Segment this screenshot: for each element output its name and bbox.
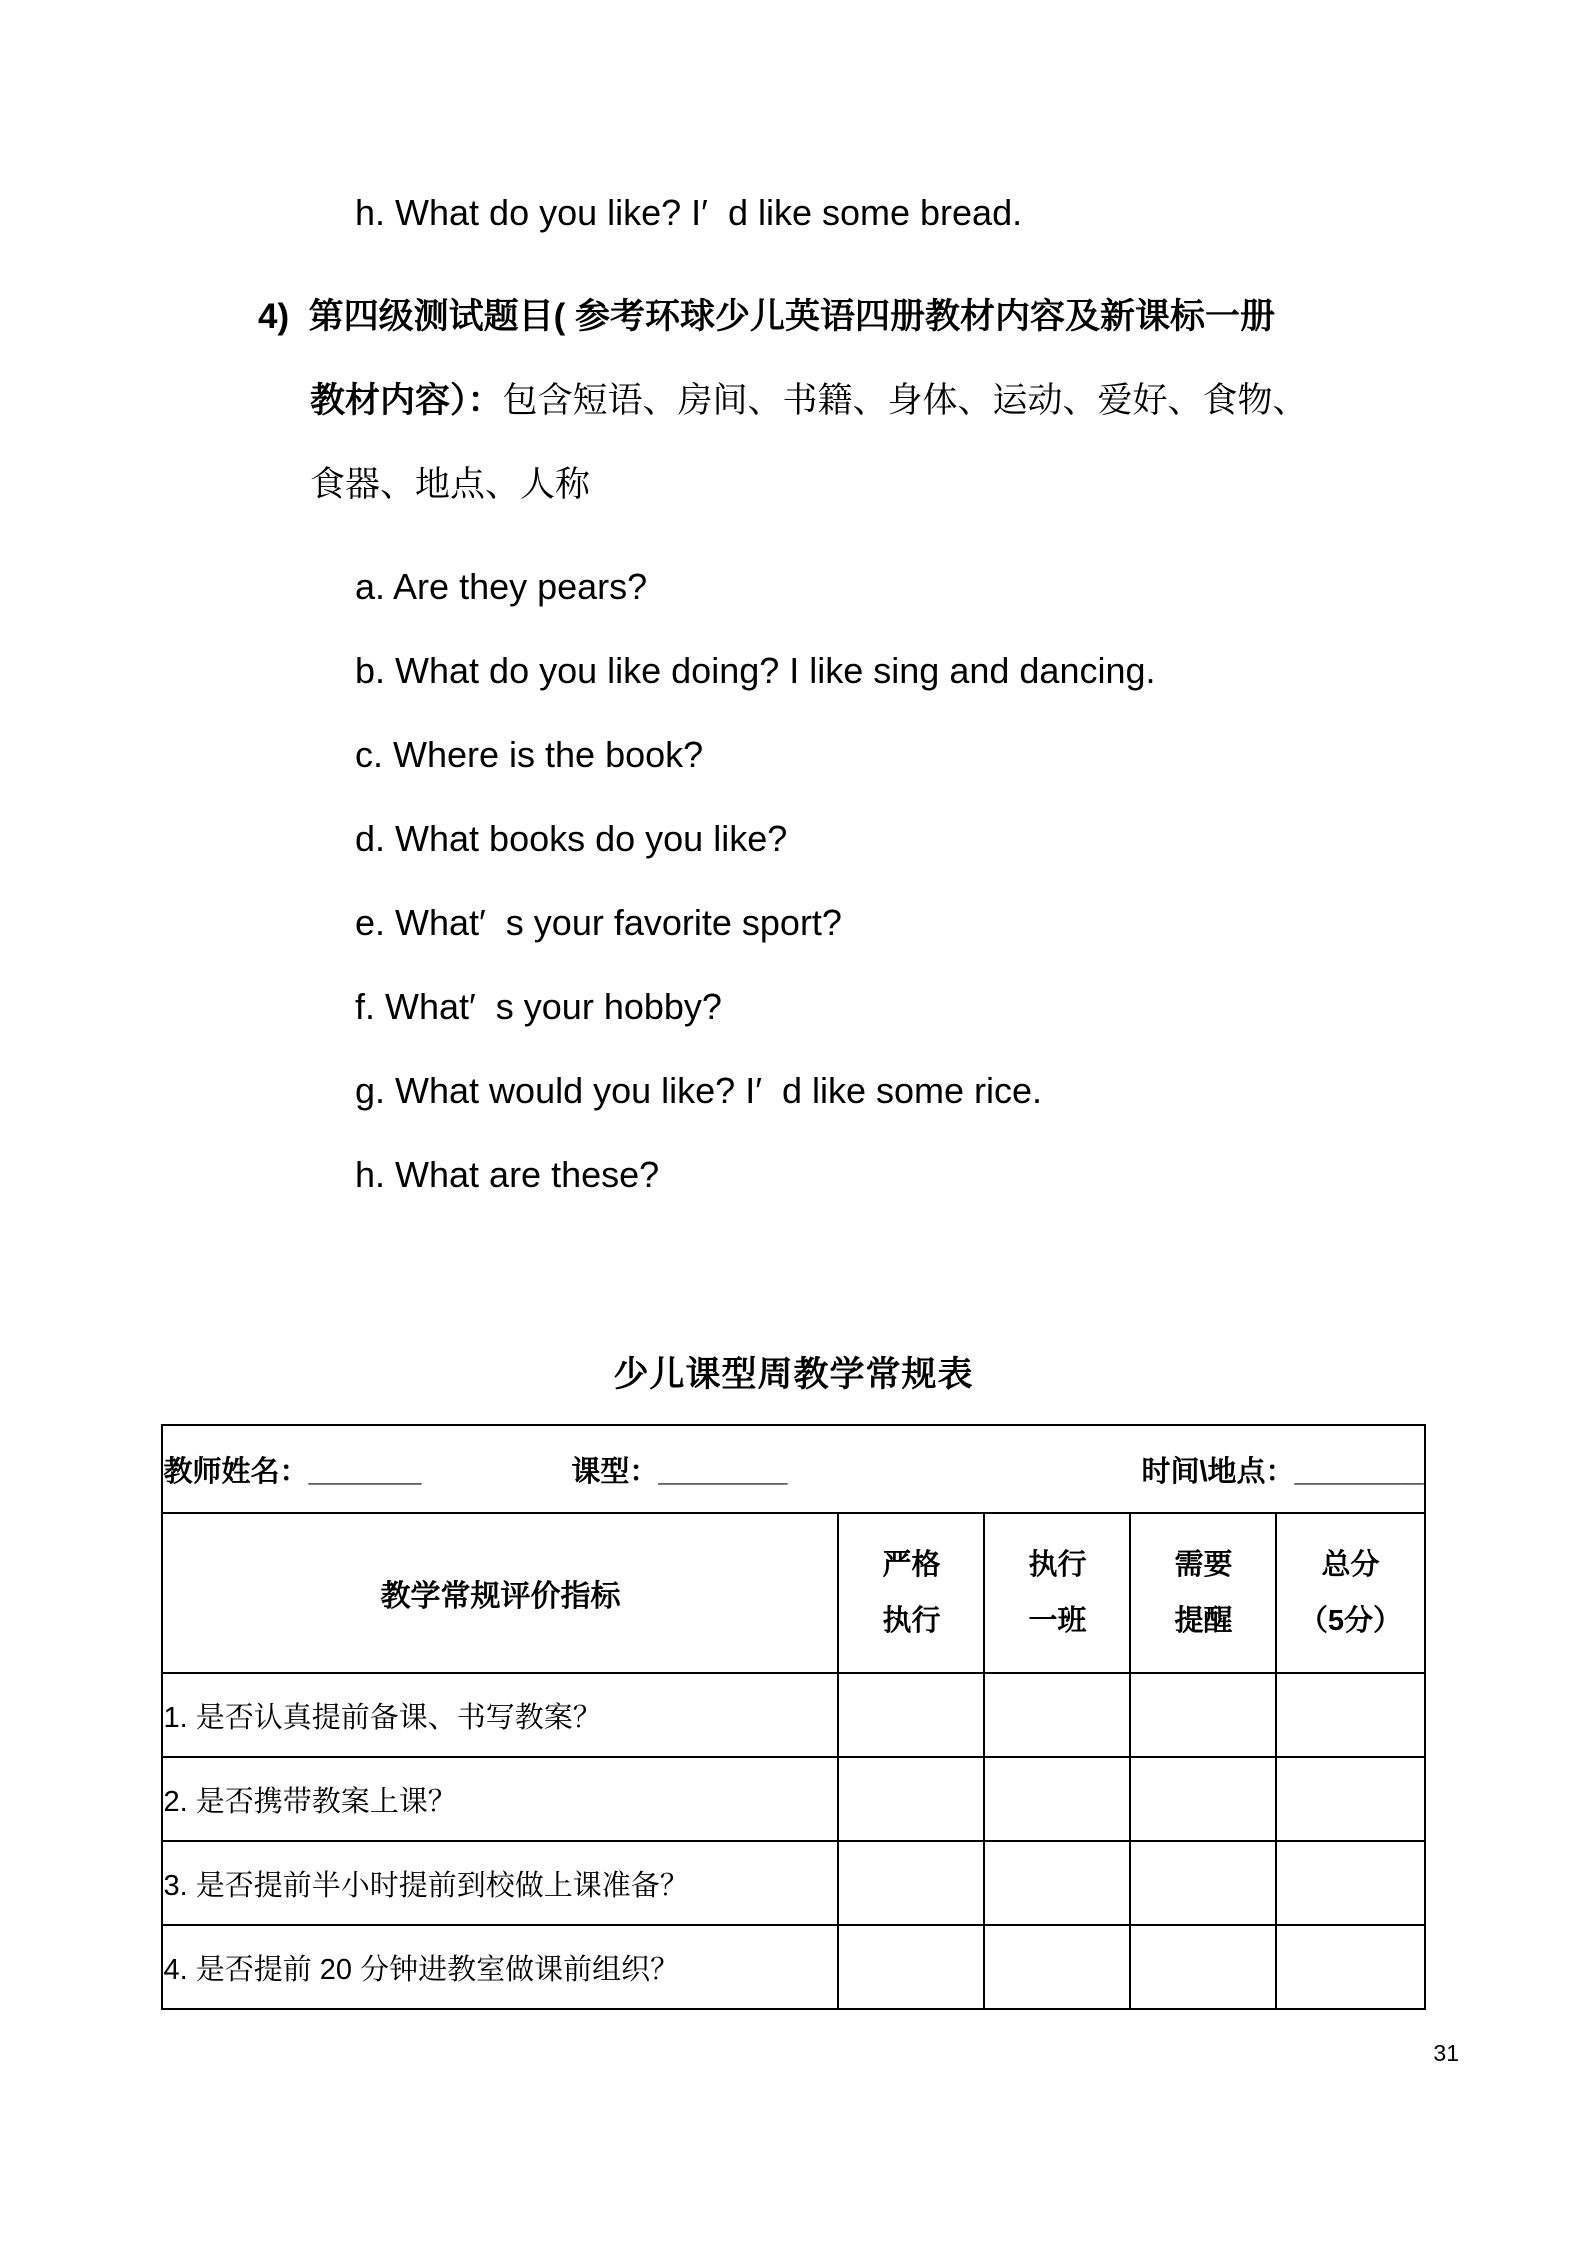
row-label: 2. 是否携带教案上课？ — [162, 1757, 838, 1841]
numbered-heading — [258, 275, 1338, 527]
row-cell-total[interactable] — [1276, 1757, 1424, 1841]
page-number: 31 — [1433, 2040, 1459, 2066]
column-header-strict-top: 严格 — [882, 1549, 941, 1581]
list-item: f. What′ s your hobby? — [355, 986, 722, 1027]
intro-line: h. What do you like? I′ d like some bread. — [355, 192, 1023, 233]
column-header-partial — [984, 1513, 1130, 1673]
column-header-total — [1276, 1513, 1424, 1673]
table-row — [162, 1673, 1424, 1757]
column-header-total-top: 总分 — [1321, 1549, 1380, 1581]
row-label: 1. 是否认真提前备课、书写教案？ — [162, 1673, 838, 1757]
column-header-indicator: 教学常规评价指标 — [162, 1513, 838, 1673]
column-header-partial-bottom: 一班 — [1028, 1605, 1087, 1637]
list-item: c. Where is the book? — [355, 734, 704, 775]
row-cell-strict[interactable] — [838, 1757, 984, 1841]
list-item: e. What′ s your favorite sport? — [355, 902, 842, 943]
column-header-total-bottom: （5分） — [1298, 1605, 1403, 1637]
row-cell-partial[interactable] — [984, 1925, 1130, 2009]
heading-line-2-bold: 教材内容）： — [310, 381, 503, 420]
column-header-reminder-top: 需要 — [1174, 1549, 1233, 1581]
column-header-reminder-bottom: 提醒 — [1174, 1605, 1233, 1637]
row-cell-total[interactable] — [1276, 1925, 1424, 2009]
heading-line-1 — [258, 275, 1338, 359]
row-cell-strict[interactable] — [838, 1841, 984, 1925]
heading-line-1-body: 第四级测试题目( 参考环球少儿英语四册教材内容及新课标一册 — [308, 297, 1275, 336]
heading-line-1-text — [289, 297, 308, 336]
row-cell-total[interactable] — [1276, 1841, 1424, 1925]
list-item: h. What are these? — [355, 1154, 660, 1195]
table-header-fields-row — [162, 1425, 1424, 1513]
row-label: 3. 是否提前半小时提前到校做上课准备？ — [162, 1841, 838, 1925]
heading-line-2 — [258, 359, 1338, 443]
row-cell-partial[interactable] — [984, 1757, 1130, 1841]
row-cell-strict[interactable] — [838, 1673, 984, 1757]
row-cell-reminder[interactable] — [1130, 1925, 1276, 2009]
row-cell-partial[interactable] — [984, 1841, 1130, 1925]
row-cell-total[interactable] — [1276, 1673, 1424, 1757]
column-header-reminder — [1130, 1513, 1276, 1673]
column-header-strict-bottom: 执行 — [882, 1605, 941, 1637]
time-location-field[interactable]: 时间\地点：________ — [1141, 1455, 1424, 1488]
row-label: 4. 是否提前 20 分钟进教室做课前组织？ — [162, 1925, 838, 2009]
column-header-strict — [838, 1513, 984, 1673]
table-title: 少儿课型周教学常规表 — [613, 1355, 974, 1394]
table-column-header-row — [162, 1513, 1424, 1673]
list-item: b. What do you like doing? I like sing and dancing. — [355, 650, 1156, 691]
row-cell-strict[interactable] — [838, 1925, 984, 2009]
teacher-name-field[interactable]: 教师姓名：_______ — [163, 1455, 422, 1488]
table-row — [162, 1757, 1424, 1841]
table-row — [162, 1841, 1424, 1925]
table-row — [162, 1925, 1424, 2009]
heading-number: 4) — [258, 297, 290, 336]
row-cell-reminder[interactable] — [1130, 1673, 1276, 1757]
list-item: a. Are they pears? — [355, 566, 648, 607]
list-item: g. What would you like? I′ d like some rice. — [355, 1070, 1043, 1111]
heading-line-2-rest: 包含短语、房间、书籍、身体、运动、爱好、食物、 — [502, 381, 1308, 420]
header-fields-cell — [162, 1425, 1424, 1513]
question-list — [355, 545, 1587, 1217]
list-item: d. What books do you like? — [355, 818, 788, 859]
column-header-partial-top: 执行 — [1028, 1549, 1087, 1581]
heading-line-3: 食器、地点、人称 — [310, 465, 591, 504]
class-type-field[interactable]: 课型：________ — [571, 1455, 788, 1488]
teaching-routine-table — [161, 1424, 1425, 2010]
row-cell-partial[interactable] — [984, 1673, 1130, 1757]
row-cell-reminder[interactable] — [1130, 1757, 1276, 1841]
row-cell-reminder[interactable] — [1130, 1841, 1276, 1925]
